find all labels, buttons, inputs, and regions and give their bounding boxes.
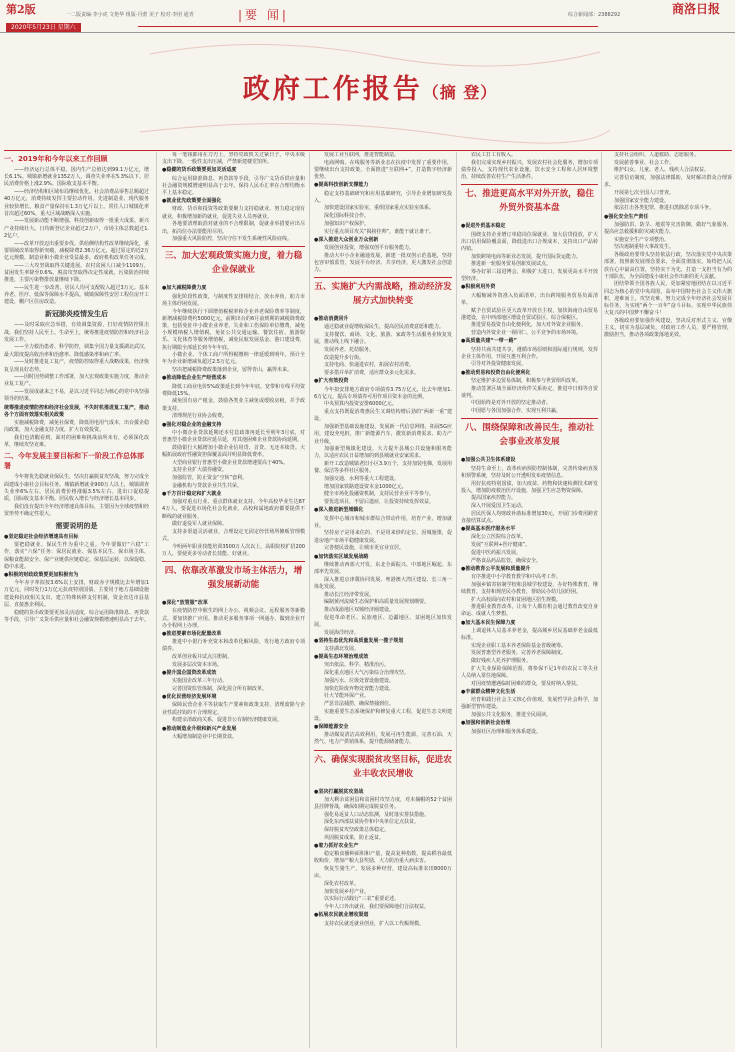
paragraph: 上调退休人员基本养老金，提高城乡居民基础养老金最低标准。 — [461, 627, 598, 642]
paragraph: 坚持共商共建共享，遵循市场原则和国际通行规则，发挥企业主体作用，开展互惠互利合作。 — [461, 346, 598, 360]
paragraph: 保障民营企业平等获取生产要素和政策支持，清理废除与企业性质挂钩的不合理规定。 — [162, 702, 305, 716]
paragraph: 壮大节能环保产业。 — [324, 693, 370, 700]
paragraph: 今年将优先稳就业保民生，坚决打赢脱贫攻坚战，努力完成全面建成小康社会目标任务。城镇新增就业900万人以上，城镇调查失业率6%左右。居民消费价格涨幅3.5%左右。进出口促稳提质，国际收支基本平衡。居民收入增长与经济增长基本同步。 — [4, 474, 149, 502]
paragraph: 围绕支持企业增订单稳岗位保就业，加大信贷投放，扩大出口信用保险覆盖面，降低进出口合规成本，支持出口产品转内销。 — [461, 231, 598, 252]
column-rule — [156, 152, 157, 1048]
paragraph: 实施重要生态系统保护和修复重大工程，促进生态文明建设。 — [314, 708, 452, 722]
paragraph: 清理规范行业协会收费。 — [172, 413, 228, 420]
boxed-section-title: 四、依靠改革激发市场主体活力，增强发展新动能 — [162, 561, 305, 594]
paragraph: ——因时因势调整工作部署，加大宏观政策实施力度，推动企业复工复产。 — [4, 374, 149, 388]
paragraph: 深入推进京津冀协同发展、粤港澳大湾区建设、长三角一体化发展。 — [314, 576, 452, 590]
paragraph: 财政、货币和投资等政策要聚力支持稳就业。努力稳定现有就业，积极增加新的就业，促进失业人员再就业。 — [162, 206, 305, 220]
paragraph: 今明两年职业技能培训3500万人次以上，高职院校扩招200万人，要使更多劳动者长技能、好就业。 — [162, 543, 305, 558]
paragraph: 实施安全生产专项整治。 — [614, 236, 670, 243]
paragraph: 加大剩余贫困县和贫困村攻坚力度，对未摘帽的52个贫困县挂牌督战，确保如期完成脱贫任务。 — [314, 796, 452, 811]
paragraph: 要多措并举扩消费，适应群众多元化需求。 — [324, 370, 420, 377]
column-5 — [604, 152, 732, 1048]
bullet-heading: ●加强和创新社会治理 — [461, 720, 511, 727]
paragraph: 强化易返贫人口动态监测，及时落实帮扶措施。 — [324, 811, 430, 818]
bullet-heading: ●深入推进新型城镇化 — [314, 507, 364, 514]
paragraph: 维护妇女、儿童、老人、残疾人合法权益。 — [614, 167, 710, 174]
column-1 — [4, 152, 149, 1048]
paragraph: 完善国资监管体制，深化混合所有制改革。 — [172, 685, 268, 692]
newspaper-logo: 商洛日报 — [672, 2, 721, 16]
paragraph: ——发展新动能不断增强。科技创新取得一批重大成果。新兴产业持续壮大。日均新登记企业超过2万户，市场主体总数超过1.2亿户。 — [4, 218, 149, 239]
paragraph: 中小微企业贷款延期还本付息政策再延长至明年3月底，对普惠型小微企业贷款应延尽延，对其他困难企业贷款协商延期。 — [162, 429, 305, 443]
paragraph: 发展慈善事业、社会工作。 — [614, 159, 675, 166]
boxed-section-title: 七、推进更高水平对外开放，稳住外贸外资基本盘 — [461, 184, 598, 217]
bullet-heading: ●深化“放管服”改革 — [162, 600, 208, 607]
paragraph: 加快建设国家实验室，重组国家重点实验室体系。 — [324, 205, 435, 212]
paragraph: ——改革开放迈出重要步伐。供给侧结构性改革继续深化，重要领域改革取得新突破，减税降费2.36万亿元，超过原定的近2万亿元规模。制造业和小微企业受益最多。政府机构改革任务完成。 — [4, 240, 149, 261]
page-header — [0, 0, 735, 34]
bullet-heading: ●推动消费回升 — [314, 316, 349, 323]
paragraph: 降低工商业电价5%政策延长到今年年底。宽带和专线平均资费降低15%。 — [162, 383, 305, 397]
paragraph: 健全市场化投融资机制，支持民营企业平等参与。 — [324, 491, 435, 498]
paragraph: 坚决遏制重特大事故发生。 — [614, 244, 675, 251]
paragraph: 各级政府要加强作风建设，坚决反对形式主义、官僚主义，切实为基层减负，对政府工作人员，要严格管理，激励担当，推动各项政策落地见效。 — [604, 317, 732, 339]
paragraph: 以实际行动践行“三农”重要论述。 — [324, 896, 400, 903]
paragraph: 加强污水、垃圾处置设施建设。 — [324, 677, 395, 684]
paragraph: 深化农村改革。 — [324, 881, 360, 888]
bullet-heading: ●千方百计稳定和扩大就业 — [162, 490, 222, 497]
paragraph: 做好退役军人就业保障。 — [172, 521, 228, 528]
paragraph: 赋予自贸试验区更大改革开放自主权，加快海南自由贸易港建设，在中西部地区增设自贸试验区、综合保税区。 — [461, 307, 598, 321]
paragraph: 坚定维护多边贸易体制，积极参与世贸组织改革。 — [471, 377, 582, 384]
paragraph: 推进贸易投资自由化便利化，加大对外资企业服务。 — [471, 322, 587, 329]
subheading: 需要说明的是 — [55, 522, 98, 531]
bullet-heading: 统筹推进疫情防控和经济社会发展，不失时机推进复工复产，推动各个方面有效落实相关政策 — [4, 404, 149, 418]
bullet-heading: ●促进外贸基本稳定 — [461, 223, 506, 230]
paragraph: 支持电商、快递进农村，拓展农村消费。 — [324, 362, 415, 369]
paragraph: 今年赤字率拟按3.6%以上安排，财政赤字规模比去年增加1万亿元，同时发行1万亿元抗疫特别国债，主要用于地方基础设施建设和抗疫相关支出，建立特殊转移支付机制，资金直达市县基层、直接惠企利民。 — [4, 580, 149, 608]
paragraph: 促进革命老区、民族地区、边疆地区、贫困地区加快发展。 — [314, 614, 452, 628]
paragraph: ——及时推进复工复产，疫情防控取得重大战略成果，经济恢复呈现良好态势。 — [4, 359, 149, 373]
bullet-heading: ●保障能源安全 — [314, 724, 349, 731]
paragraph: 发展多层次资本市场。 — [172, 661, 223, 668]
paragraph: 稳定粮食播种面积和产量，提高复种指数，提高稻谷最低收购价，增加产粮大县奖励，大力防治重大病虫害。 — [314, 851, 452, 865]
paragraph: ——发展成就来之不易，是以习近平同志为核心的党中央坚强领导的结果。 — [4, 389, 149, 403]
paragraph: 完善便民设施，让城市更宜业宜居。 — [324, 545, 405, 552]
header-divider — [0, 32, 735, 33]
bullet-heading: ●深入推进大众创业万众创新 — [314, 236, 379, 243]
paragraph: 加强社区治理和服务体系建设。 — [471, 728, 542, 735]
bullet-heading: ●丰富群众精神文化生活 — [461, 688, 516, 695]
paragraph: 突出依法、科学、精准治污。 — [324, 662, 390, 669]
paragraph: 加强新型城镇化建设，大力提升县城公共设施和服务能力，以适应农民日益增加的到县城就业安家需求。 — [314, 446, 452, 460]
bullet-heading: ●加快落实区域发展战略 — [314, 553, 369, 560]
paragraph: ——经济结构和区域布局继续优化。社会消费品零售总额超过40万亿元，消费持续发挥主要拉动作用。先进制造业、现代服务业较快增长。粮食产量保持在1.3万亿斤以上。常住人口城镇化率首次超过60%，重大区域战略深入实施。 — [4, 189, 149, 217]
bullet-heading: ●坚决打赢脱贫攻坚战 — [314, 788, 364, 795]
paragraph: 大幅缩减外资准入负面清单，出台跨境服务贸易负面清单。 — [461, 292, 598, 306]
paragraph: 推进职业教育改革，让每个人都有机会通过教育改变自身命运、成就人生梦想。 — [461, 604, 598, 618]
paragraph: 大幅增加制造业中长期贷款。 — [172, 733, 238, 740]
bullet-heading: ●推进要素市场化配置改革 — [162, 631, 222, 638]
paragraph: 发展工业互联网，推进智能制造。 — [324, 152, 400, 158]
paragraph: 加强对重点行业、重点群体就业支持。今年高校毕业生达874万人，要促进市场化社会化就业，高校和属地政府都要提供不断线的就业服务。 — [162, 499, 305, 520]
paragraph: 构建亲清政商关系，促进非公有制经济健康发展。 — [172, 717, 283, 724]
paragraph: 推动煤炭清洁高效利用，发展可再生能源，完善石油、天然气、电力产供销体系，提升能源储备能力。 — [314, 732, 452, 746]
paragraph: 大型商业银行普惠型小微企业贷款增速要高于40%。 — [172, 459, 289, 466]
bullet-heading: ●强化对稳企业的金融支持 — [162, 421, 222, 428]
column-rule — [309, 152, 310, 1048]
subheading: 新冠肺炎疫情发生后 — [45, 310, 108, 319]
paragraph: 增加国家铁路建设资本金1000亿元。 — [324, 483, 407, 490]
paragraph: 加强知识产权保护。 — [324, 220, 370, 227]
paragraph: 电商网购、在线服务等新业态在抗疫中发挥了重要作用，要继续出台支持政策，全面推进“互联网+”，打造数字经济新优势。 — [314, 159, 452, 181]
paragraph: 发展创业投资，增强双创平台服务能力。 — [324, 244, 415, 251]
paragraph: 有序推进中小学教育教学和中高考工作。 — [471, 573, 562, 580]
staff-credits: 一二版责编·李小虎 文艳华 组版·丹蕾 美子 校对·李团 通青 — [66, 12, 194, 18]
paragraph: 加快跨境电商等新业态发展，提升国际货运能力。 — [471, 253, 582, 260]
paragraph: 深化国际科技合作。 — [324, 213, 370, 220]
paragraph: 新开工改造城镇老旧小区3.9万个，支持加装电梯，发展用餐、保洁等多样社区服务。 — [314, 461, 452, 475]
paragraph: 支持社会组织、人道救助、志愿服务。 — [614, 152, 700, 158]
paragraph: 居民医保人均财政补助标准增加30元，开展门诊费用跨省直接结算试点。 — [461, 510, 598, 525]
bullet-heading: ●加强公共卫生体系建设 — [461, 457, 516, 464]
paragraph: 支持企业扩大债券融资。 — [172, 467, 228, 474]
paragraph: 今年人口外出就业，我们要保障他们合法权益。 — [324, 904, 430, 911]
paragraph: 中国愿与各国加强合作，实现互利共赢。 — [471, 408, 562, 415]
paragraph: 依法打击各类犯罪，推进扫黑除恶专项斗争。 — [614, 205, 715, 212]
paragraph: 金融机构与贷款企业共生共荣。 — [172, 482, 243, 489]
paragraph: 今年继续执行下调增值税税率和企业养老保险费率等制度，新增减税降费约5000亿元。前期出台的6月前到期的减税降费政策，包括免征中小微企业养老、失业和工伤保险单位缴费，减免小规模纳税人增值税，免征公共交通运输、餐饮住宿、旅游娱乐、文化体育等服务增值税，减免民航发展基金、港口建设费，执行期限全部延长到今年年底。 — [162, 308, 305, 351]
paragraph: 实施减税降费，减免社保费，降低用电用气成本，出台援企稳岗政策，加大金融支持力度，扩大有效投资。 — [4, 420, 149, 434]
paragraph: 推动成渝地区双城经济圈建设。 — [324, 606, 395, 613]
paragraph: 加快发展乡村产业。 — [324, 888, 370, 895]
paragraph: 支持湖北发展。 — [324, 645, 360, 652]
paragraph: 严惩非法捕捞，确保禁捕到位。 — [324, 700, 395, 707]
paragraph: 坚持房子是用来住的、不是用来炒的定位，因城施策，促进房地产市场平稳健康发展。 — [314, 530, 452, 544]
paragraph: 今年拟安排地方政府专项债券3.75万亿元，比去年增加1.6万亿元，提高专项债券可用作项目资本金的比例。 — [314, 386, 452, 400]
paragraph: 加强乡镇寄宿制学校和县城学校建设，办好特殊教育，继续教育，支持和规范民办教育，帮助民办幼儿园纾困。 — [461, 581, 598, 595]
paragraph: 编制黄河流域生态保护和高质量发展规划纲要。 — [324, 599, 430, 606]
paragraph: 加强交通、水利等重大工程建设。 — [324, 476, 400, 483]
section-heading: 一、2019年和今年以来工作回顾 — [4, 155, 108, 163]
paragraph: 加强监管，防止资金“空转”套利。 — [172, 475, 248, 482]
bullet-heading: ●提升国企国资改革成效 — [162, 670, 217, 677]
bullet-heading: ●提高生态环境治理成效 — [314, 654, 369, 661]
paragraph: 中国始终是对外开放的坚定推动者。 — [471, 400, 552, 407]
bullet-heading: ●推动贸易和投资自由化便利化 — [461, 369, 531, 376]
paragraph: 深化东西部扶贫协作和中央单位定点扶贫。 — [324, 819, 420, 826]
paragraph: 推动长江经济带发展。 — [324, 591, 375, 598]
paragraph: 加强防洪、防旱、地震等灾害防御，做好气象服务，提高应急救援和防灾减灾能力。 — [604, 221, 732, 236]
paragraph: 促进中医药振兴发展。 — [471, 549, 522, 556]
bullet-heading: ●强化安全生产责任 — [604, 213, 649, 220]
paragraph: 完善信访制度，加强法律援助，及时解决群众合理诉求。 — [604, 175, 732, 189]
column-4 — [461, 152, 598, 1048]
paragraph: 加强新型基础设施建设，发展新一代信息网络，拓展5G应用，建设充电桩，推广新能源汽车，激发新消费需求、助力产业升级。 — [314, 424, 452, 445]
paragraph: ——及时采取应急举措，有效调集资源，打好疫情防控阻击战。我们坚持人民至上、生命至上，统筹推进疫情防控和经济社会发展工作。 — [4, 322, 149, 343]
paragraph: 扩大失业保险保障范围，将参保不足1年的农民工等失业人员纳入常住地保障。 — [461, 665, 598, 680]
header-rule — [138, 26, 598, 27]
paragraph: 各地要清理取消对就业的不合理限制，促就业举措要应出尽出，拓岗位办法要能用尽用。 — [162, 221, 305, 235]
paragraph: 团结带领全国各族人民，更加紧密地团结在以习近平同志为核心的党中央周围，高举中国特色社会主义伟大旗帜，迎难而上，攻坚克难，努力完成全年经济社会发展目标任务，为实现“两个一百年”奋斗目标、实现中华民族伟大复兴的中国梦不懈奋斗！ — [604, 281, 732, 317]
paragraph: 坚决把减税降费政策落到企业，留得青山，赢得未来。 — [172, 367, 293, 374]
paragraph: 小微企业、个体工商户所得税缴纳一律延缓到明年。预计全年为企业新增减负超过2.5万亿元。 — [162, 352, 305, 366]
column-3 — [314, 152, 452, 1048]
paragraph: 继续推动西部大开发、东北全面振兴、中部地区崛起、东部率先发展。 — [314, 561, 452, 575]
paragraph: 对因疫情遭遇临时困难的群众，要及时纳入帮扶。 — [471, 680, 582, 687]
bullet-heading: ●拓展农民就业增收渠道 — [314, 912, 369, 919]
paragraph: 改造提升步行街。 — [324, 354, 365, 361]
boxed-section-title: 八、围绕保障和改善民生，推动社会事业改革发展 — [461, 418, 598, 451]
paragraph: 要把稳就业、保民生作为重中之重。今年要做好“六稳”工作，落实“六保”任务：保居民就业、保基本民生、保市场主体、保粮食能源安全、保产业链供应链稳定、保基层运转，以保促稳、稳中求进。 — [4, 542, 149, 570]
paragraph: 筹办好第三届进博会，积极扩大进口，发展更高水平开放型经济。 — [461, 269, 598, 283]
bullet-heading: ●坚定稳定社会经济增速具有目标 — [4, 534, 79, 541]
paragraph: 深入开展爱国卫生运动。 — [471, 503, 527, 510]
bullet-heading: ●提高科技创新支撑能力 — [314, 182, 369, 189]
paragraph: 支持多渠道灵活就业，合理设定无固定经营场所摊贩管理模式。 — [162, 528, 305, 543]
paragraph: 坚持生命至上，改革疾病预防控制体制，完善传染病直报和预警系统，坚持及时公开透明发布疫情信息。 — [461, 465, 598, 479]
boxed-section-title: 五、实施扩大内需战略，推动经济发展方式加快转变 — [314, 277, 452, 310]
paragraph: 农民工打工有收入。 — [471, 152, 517, 158]
edition-label: 第2版 — [6, 3, 36, 16]
paragraph: 强化阶段性政策，与制度性安排相结合，放水养鱼，助力市场主体纾困发展。 — [162, 293, 305, 307]
paragraph: 营造内外资企业一视同仁、公平竞争的市场环境。 — [471, 330, 582, 337]
bullet-heading: ●着力抓好农业生产 — [314, 843, 359, 850]
paragraph: 做好残疾人托养护理服务。 — [471, 658, 532, 665]
paragraph: 稳定支持基础研究和应用基础研究，引导企业增加研发投入。 — [314, 190, 452, 204]
paragraph: 发展普惠型养老服务，完善养老保障制度。 — [471, 650, 567, 657]
bullet-heading: ●扩大有效投资 — [314, 378, 349, 385]
paragraph: 实施国企改革三年行动。 — [172, 678, 228, 685]
bullet-heading: ●推动降低企业生产经营成本 — [162, 375, 227, 382]
paragraph: 重点支持既促消费惠民生又调结构增后劲的“两新一重”建设。 — [314, 409, 452, 423]
column-rule — [456, 152, 457, 1048]
paragraph: 用好抗疫特别国债，加大疫苗、药物和快速检测技术研发投入，增加防疫救治医疗设施，加强卫生应急物资保障。 — [461, 480, 598, 494]
paragraph: 通过稳就业促增收保民生，提高居民消费意愿和能力。 — [324, 324, 445, 331]
paragraph: 各级政府要带头坚持依法行政，坚决落实党中央决策部署，按照新发展理念要求，全面贯彻落实。始终把人民放在心中最高位置，坚持实干为先，打造一支担当有为的干部队伍，为全面建成小康社会作出新的更大贡献。 — [604, 252, 732, 280]
paragraph: 改革创业板并试点注册制。 — [172, 654, 233, 661]
paragraph: 实行重点项目攻关“揭榜挂帅”，谁能干就让谁干。 — [324, 228, 435, 235]
paragraph: 减免国有房产租金，鼓励各类业主减免或缓收房租，并予政策支持。 — [162, 398, 305, 412]
paragraph: 深化公立医院综合改革。 — [471, 534, 527, 541]
paragraph: ——三大攻坚战取得关键进展。农村贫困人口减少1109万，贫困发生率降至0.6%。脱贫攻坚取得决定性成就。污染防治持续推进，主要污染物排放量继续下降。 — [4, 262, 149, 284]
paragraph: 推进新一轮服务贸易创新发展试点。 — [471, 261, 552, 268]
paragraph: 在疫情防控中催生的网上办公、视频会议、远程服务等新模式，要加快推广应用。推动更多服务事项一网通办，做到企业开办全程网上办理。 — [162, 608, 305, 629]
paragraph: 加强国家安全能力建设。 — [614, 197, 670, 204]
paragraph: 发展“互联网+医疗健康”。 — [471, 542, 531, 549]
section-heading: 二、今年发展主要目标和下一阶段工作总体部署 — [4, 452, 144, 471]
paragraph: 加强重大风险防控，坚决守住不发生系统性风险底线。 — [172, 236, 293, 243]
paragraph: 我们没有提出全年经济增速具体目标，主要因为全球疫情和经贸形势不确定性很大。 — [4, 503, 149, 517]
banner-bottom-rule — [4, 150, 732, 151]
bullet-heading: ●稳健的货币政策要更加灵活适度 — [162, 167, 237, 174]
column-rule — [601, 152, 602, 1048]
bullet-heading: ●提高基本医疗服务水平 — [461, 526, 516, 533]
bullet-heading: ●坚持生态优先和高质量发展一揽子规划 — [314, 637, 404, 644]
paragraph: 保持脱贫攻坚政策总体稳定。 — [324, 827, 390, 834]
paragraph: 严格食品药品监管，确保安全。 — [471, 557, 542, 564]
paragraph: 实现企业职工基本养老保险基金省级统筹。 — [471, 642, 567, 649]
paragraph: 培育和践行社会主义核心价值观，发展哲学社会科学，加强新型智库建设。 — [461, 697, 598, 711]
paragraph: 深化重点地区大气污染综合治理攻坚。 — [324, 670, 410, 677]
paragraph: 我们也清醒看到，面对的困难和挑战前所未有，必须深化改革，继续攻坚克难。 — [4, 434, 149, 449]
paragraph: 开展第七次全国人口普查。 — [614, 190, 675, 197]
bullet-heading: ●加大减税降费力度 — [162, 285, 207, 292]
paragraph: 推进中小银行补充资本和改革化解风险，发行地方政府专项债券。 — [162, 639, 305, 653]
paragraph: 稳健的货币政策要更加灵活适度，综合运用降准降息、再贷款等手段，引导广义货币供应量和社会融资规模增速明显高于去年。 — [4, 609, 149, 623]
paragraph: ——经济运行总体平稳。国内生产总值达到99.1万亿元，增长6.1%。城镇新增就业1352万人，调查失业率在5.3%以下。居民消费价格上涨2.9%。国际收支基本平衡。 — [4, 167, 149, 188]
bullet-heading: ●推动教育公平发展和质量提升 — [461, 565, 531, 572]
bullet-heading: ●就业优先政策要全面强化 — [162, 198, 222, 205]
paragraph: 我们完成实现乡村振兴，发展农村社会化服务，增加专项债券投入，支持现代农业设施、饮水安全工程和人居环境整治，持续改善农村生产生活条件。 — [461, 159, 598, 181]
paragraph: ——全力救治患者、科学防控，调集全国力量支援湖北武汉，最大限度提高收治率和治愈率、降低感染率和病亡率。 — [4, 344, 149, 358]
paragraph: 加强公共文化服务，推进全民阅读。 — [471, 712, 552, 719]
paragraph: 发挥中心城市和城市群综合带动作用，培育产业、增加就业。 — [314, 515, 452, 529]
paragraph: 推动签署区域全面经济伙伴关系协定，推进中日韩等自贸谈判。 — [461, 385, 598, 399]
paragraph: 发展海洋经济。 — [324, 629, 360, 636]
paragraph: 每一笔钱都用在刀刃上，坚持党政机关过紧日子。中央本级支出下降，一般性支出压减，严禁新建楼堂馆所。 — [162, 152, 305, 166]
department-phone: 综合新闻部：2388292 — [568, 12, 621, 18]
paragraph: ——民生进一步改善。居民人均可支配收入超过3万元。基本养老、医疗、低保等保障水平提高。城镇保障性安居工程住房开工建设，棚户区住房改造。 — [4, 284, 149, 306]
column-2 — [162, 152, 305, 1048]
paragraph: 发展养老、托幼服务。 — [324, 347, 375, 354]
paragraph: 推动大中小企业融通发展，新建一批双创示范基地，坚持包容审慎监管，发展平台经济、共享经济，更大激发社会创造力。 — [314, 252, 452, 274]
paragraph: 鼓励银行大幅增加小微企业信用贷、首贷、无还本续贷。大幅拓展政府性融资担保覆盖面并明显降低费率。 — [162, 444, 305, 458]
section-title: |要 闻| — [238, 8, 289, 22]
bullet-heading: ●积极利用外资 — [461, 284, 496, 291]
paragraph: 中央预算内投资安排6000亿元。 — [324, 401, 397, 408]
bullet-heading: ●高质量共建“一带一路” — [461, 338, 517, 345]
paragraph: 引导对外投资健康发展。 — [471, 361, 527, 368]
bullet-heading: ●优化民营经济发展环境 — [162, 694, 217, 701]
bullet-heading: ●推动制造业升级和新兴产业发展 — [162, 725, 237, 732]
paragraph: 要优选项目，不留后遗症，让投资持续发挥效益。 — [324, 499, 435, 506]
boxed-section-title: 三、加大宏观政策实施力度，着力稳企业保就业 — [162, 246, 305, 279]
paragraph: 恢复生猪生产，发展多种经营，建设高标准农田8000万亩。 — [314, 866, 452, 880]
paragraph: 扩大高校面向农村和贫困地区招生规模。 — [471, 596, 562, 603]
boxed-section-title: 六、确保实现脱贫攻坚目标，促进农业丰收农民增收 — [314, 750, 452, 783]
bullet-heading: ●加大基本民生保障力度 — [461, 619, 516, 626]
paragraph: 巩固脱贫成果，防止返贫。 — [324, 834, 385, 841]
date-badge: 2020年5月23日 星期六 — [6, 23, 81, 32]
headline: 政府工作报告（摘 登） — [242, 74, 498, 105]
paragraph: 支持餐饮、商场、文化、旅游、家政等生活服务业恢复发展，推动线上线下融合。 — [314, 332, 452, 346]
paragraph: 加快危险废弃物处置能力建设。 — [324, 685, 395, 692]
paragraph: 综合运用降准降息、再贷款等手段，引导广义货币供应量和社会融资规模增速明显高于去年。保持人民币汇率在合理均衡水平上基本稳定。 — [162, 175, 305, 197]
paragraph: 支持农民就近就业创业，扩大以工代赈规模。 — [324, 920, 425, 927]
paragraph: 提高国家疾控能力。 — [471, 495, 517, 502]
headline-banner — [0, 34, 735, 150]
bullet-heading: ●积极的财政政策要更加积极有为 — [4, 572, 79, 579]
